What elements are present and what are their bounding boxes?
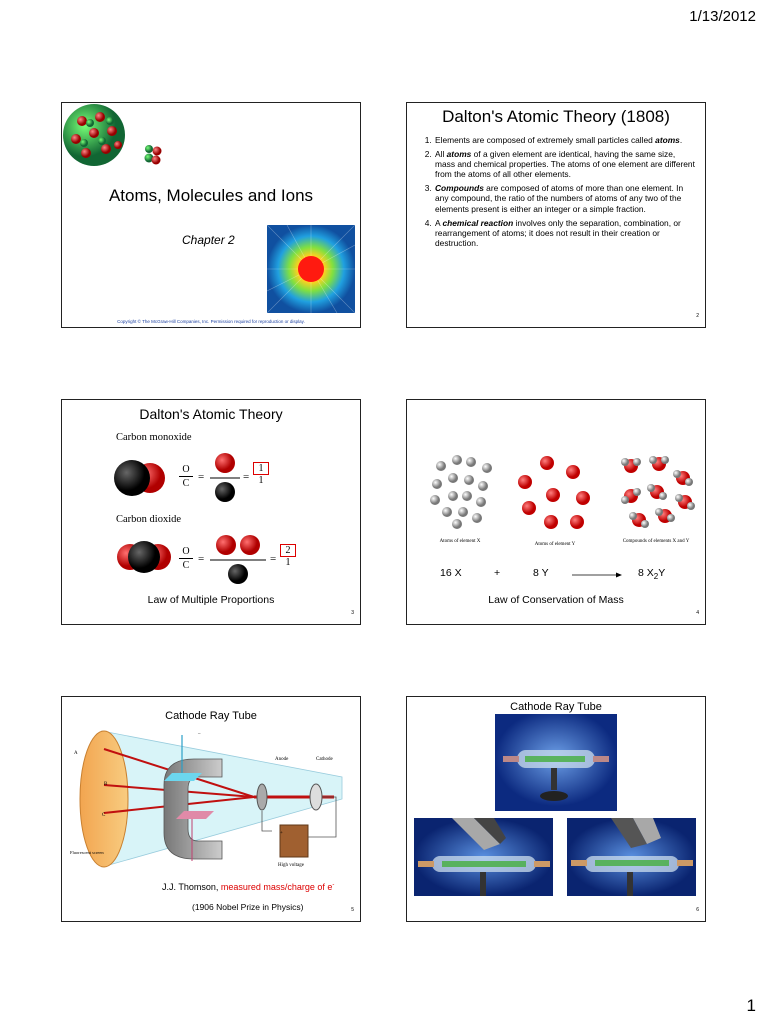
oxygen-symbol: O	[182, 464, 190, 475]
co2-ratio-denominator: 1	[285, 557, 291, 568]
carbon-symbol: C	[182, 560, 190, 571]
theory-item	[434, 218, 697, 248]
crt-photo-image	[567, 818, 696, 896]
law-caption: Law of Multiple Proportions	[147, 594, 275, 606]
co2-ratio-numerator: 2	[280, 544, 296, 557]
slide-number: 6	[696, 907, 699, 913]
electron-charge-sign: -	[332, 882, 335, 888]
emphasis-term: atoms	[655, 135, 680, 145]
emphasis-term: Compounds	[435, 183, 484, 194]
equation-plus: +	[494, 567, 501, 579]
co-ratio-denominator: 1	[258, 475, 264, 486]
atom-cluster-image	[62, 103, 172, 173]
co2-ratio-value	[280, 544, 296, 568]
slide-number: 5	[351, 907, 354, 913]
label-high-voltage: High voltage	[278, 863, 304, 868]
slide-title: Dalton's Atomic Theory (1808)	[442, 107, 670, 126]
slide-number: 2	[696, 313, 699, 319]
caption-compounds-xy: Compounds of elements X and Y	[622, 539, 690, 544]
slide-title: Atoms, Molecules and Ions	[108, 186, 314, 205]
print-date: 1/13/2012	[689, 8, 756, 25]
crt-photo-bottom-right	[567, 818, 696, 896]
caption-element-x: Atoms of element X	[439, 539, 481, 544]
theory-list	[419, 135, 697, 252]
crt-photo-image	[495, 714, 617, 811]
oxygen-symbol: O	[182, 546, 190, 557]
slide-title: Cathode Ray Tube	[510, 701, 602, 713]
law-caption: Law of Conservation of Mass	[488, 594, 624, 606]
label-a: A	[74, 751, 78, 756]
theory-item	[434, 135, 697, 145]
label-anode: Anode	[275, 757, 289, 762]
carbon-dioxide-label: Carbon dioxide	[116, 514, 182, 525]
equation-reactant-x: 16 X	[440, 567, 462, 579]
slide-title: Dalton's Atomic Theory	[139, 406, 283, 422]
slide-number: 4	[696, 610, 699, 616]
equals-sign: =	[243, 471, 250, 483]
co-fraction-atoms	[210, 452, 240, 504]
radial-burst-image	[267, 225, 355, 313]
slide-number: 3	[351, 610, 354, 616]
carbon-symbol: C	[182, 478, 190, 489]
slide-title: Cathode Ray Tube	[165, 710, 257, 722]
slide-1	[61, 102, 361, 328]
equation-product	[638, 567, 665, 581]
slide-subtitle: Chapter 2	[182, 233, 235, 247]
product-subscript: 2	[653, 572, 659, 582]
item-text: A	[435, 217, 443, 228]
atoms-molecules-illustration	[407, 400, 705, 560]
reaction-arrow-icon	[572, 571, 622, 579]
equation-reactant-y: 8 Y	[533, 567, 549, 579]
emphasis-term: chemical reaction	[442, 217, 514, 228]
co2-molecule	[116, 536, 172, 578]
page-number: 1	[746, 996, 756, 1015]
co-molecule	[112, 456, 172, 500]
crt-photo-image	[414, 818, 553, 896]
caption-element-y: Atoms of element Y	[534, 542, 576, 547]
slide-3	[61, 399, 361, 625]
label-b: B	[104, 782, 108, 787]
theory-item	[434, 149, 697, 179]
item-text: are composed of atoms of more than one element. In any compound, the ratio of the numbers of atoms of any two of the elements present is either an integer or a simple fraction.	[435, 183, 684, 214]
co-ratio-letters	[179, 464, 193, 489]
slide-2	[406, 102, 706, 328]
equals-sign: =	[270, 553, 277, 565]
label-fluorescent-screen: Fluorescent screen	[70, 850, 104, 855]
item-text: .	[679, 135, 683, 145]
item-text: involves only the separation, combination, or rearrangement of atoms; it does not result in their creation or destruction.	[435, 217, 681, 248]
carbon-monoxide-label: Carbon monoxide	[116, 432, 192, 443]
co-ratio-value	[253, 462, 269, 486]
co-ratio-numerator: 1	[253, 462, 269, 475]
cathode-ray-tube-diagram	[72, 727, 352, 877]
crt-photo-bottom-left	[414, 818, 553, 896]
label-plus-terminal: +	[280, 831, 283, 836]
label-c: C	[102, 813, 106, 818]
slide-6	[406, 696, 706, 922]
item-text: All	[435, 149, 447, 160]
theory-item	[434, 183, 697, 213]
co2-fraction-atoms	[208, 534, 268, 586]
label-cathode: Cathode	[316, 757, 333, 762]
slide-5	[61, 696, 361, 922]
co2-ratio-letters	[179, 546, 193, 571]
equals-sign: =	[198, 553, 205, 565]
item-text: Elements are composed of extremely small particles called	[435, 135, 656, 145]
product-prefix: 8 X	[638, 567, 654, 579]
copyright-notice: Copyright © The McGraw-Hill Companies, Inc. Permission required for reproduction or display.	[117, 319, 305, 324]
nobel-prize-note: (1906 Nobel Prize in Physics)	[192, 902, 304, 912]
thomson-name: J.J. Thomson,	[162, 882, 221, 892]
emphasis-term: atoms	[446, 149, 472, 160]
label-minus-terminal: –	[198, 732, 201, 737]
slide-4	[406, 399, 706, 625]
item-text: of a given element are identical, having the same size, mass and chemical properties. The atoms of one element are different from the atoms of all other elements.	[435, 149, 695, 180]
equals-sign: =	[198, 471, 205, 483]
product-suffix: Y	[658, 567, 666, 579]
thomson-note	[162, 882, 334, 892]
thomson-measurement: measured mass/charge of e	[220, 882, 333, 892]
crt-photo-top	[495, 714, 617, 811]
